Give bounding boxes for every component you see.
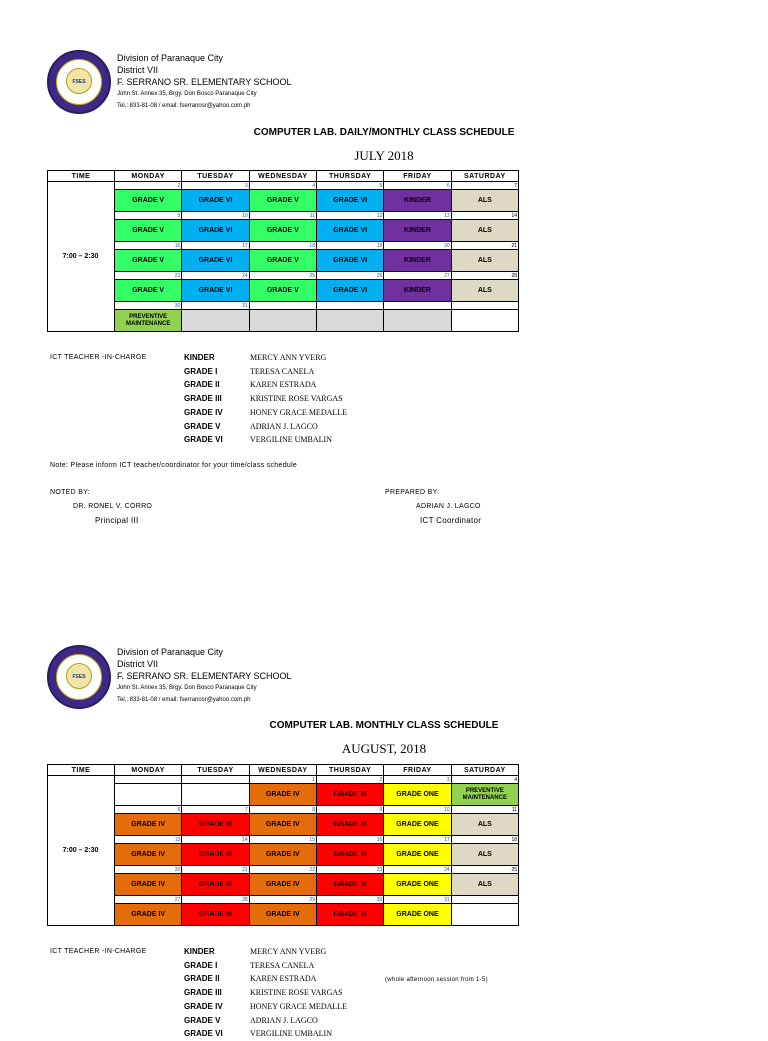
contact-text: Tel.: 833-81-08 / email: fserranosr@yahoo.com.ph (117, 697, 251, 703)
date-cell: 7 (182, 806, 249, 814)
class-cell: GRADE IV (115, 844, 182, 866)
day-header: THURSDAY (316, 765, 383, 776)
class-cell: GRADE IV (115, 814, 182, 836)
date-cell: 15 (249, 836, 316, 844)
teacher-grade: GRADE IV (184, 1001, 223, 1011)
teacher-name: KRISTINE ROSE VARGAS (250, 988, 343, 998)
contact-text: Tel.: 833-81-08 / email: fserranosr@yahoo.com.ph (117, 103, 251, 109)
teacher-name: KRISTINE ROSE VARGAS (250, 394, 343, 404)
class-cell: ALS (451, 814, 518, 836)
date-cell: 12 (316, 212, 383, 220)
prepared-by-name: ADRIAN J. LAGCO (416, 503, 481, 510)
class-cell: GRADE ONE (384, 844, 451, 866)
date-cell: 5 (316, 182, 383, 190)
class-cell: GRADE III (182, 904, 249, 926)
afternoon-session-note: (whole afternoon session from 1-5) (385, 977, 488, 983)
noted-by-name: DR. RONEL V. CORRO (73, 503, 153, 510)
class-cell: ALS (451, 220, 518, 242)
teacher-name: MERCY ANN YVERG (250, 353, 327, 362)
class-cell (384, 310, 451, 332)
class-cell: ALS (451, 280, 518, 302)
school-seal-icon: FSES (47, 645, 111, 709)
date-cell: 21 (182, 866, 249, 874)
date-cell: 18 (249, 242, 316, 250)
date-cell (182, 776, 249, 784)
date-cell: 7 (451, 182, 518, 190)
day-header: THURSDAY (316, 171, 383, 182)
day-header: TIME (48, 171, 115, 182)
class-cell: GRADE V (249, 220, 316, 242)
class-cell (451, 904, 518, 926)
noted-by-position: Principal III (95, 516, 139, 525)
teacher-grade: GRADE IV (184, 407, 223, 417)
class-cell: GRADE ONE (384, 814, 451, 836)
class-cell: GRADE V (115, 250, 182, 272)
class-cell (249, 310, 316, 332)
class-cell (182, 784, 249, 806)
teacher-name: TERESA CANELA (250, 960, 315, 970)
class-cell: GRADE III (316, 874, 383, 896)
teacher-list (184, 351, 347, 447)
teacher-name: VERGILINE UMBALIN (250, 435, 332, 445)
division-text: Division of Paranaque City (117, 53, 224, 63)
schedule-table (47, 170, 519, 332)
date-cell: 27 (115, 896, 182, 904)
teacher-grade: GRADE III (184, 988, 222, 998)
day-header: SATURDAY (451, 765, 518, 776)
date-cell: 2 (316, 776, 383, 784)
division-text: Division of Paranaque City (117, 647, 224, 657)
class-cell: GRADE IV (115, 904, 182, 926)
class-cell: GRADE III (316, 814, 383, 836)
prepared-by-label: PREPARED BY: (385, 489, 440, 496)
date-cell: 28 (182, 896, 249, 904)
date-cell: 16 (115, 242, 182, 250)
date-cell: 4 (249, 182, 316, 190)
class-cell: GRADE ONE (384, 904, 451, 926)
date-cell: 25 (249, 272, 316, 280)
class-cell: GRADE V (115, 220, 182, 242)
date-cell: 21 (451, 242, 518, 250)
district-text: District VII (117, 659, 159, 669)
class-cell: GRADE ONE (384, 874, 451, 896)
day-header: TUESDAY (182, 171, 249, 182)
day-header: MONDAY (115, 171, 182, 182)
teacher-name: ADRIAN J. LAGCO (250, 1015, 318, 1025)
date-cell: 3 (384, 776, 451, 784)
date-cell: 18 (451, 836, 518, 844)
date-cell: 30 (115, 302, 182, 310)
class-cell: GRADE V (115, 190, 182, 212)
teacher-name: HONEY GRACE MEDALLE (250, 1001, 348, 1011)
school-header (117, 52, 292, 112)
class-cell: GRADE V (249, 190, 316, 212)
class-cell: GRADE VI (182, 280, 249, 302)
date-cell: 14 (451, 212, 518, 220)
date-cell: 23 (115, 272, 182, 280)
page-title: COMPUTER LAB. DAILY/MONTHLY CLASS SCHEDULE (253, 127, 515, 138)
teacher-row (184, 433, 347, 447)
teacher-row (184, 351, 347, 365)
class-cell: GRADE III (182, 874, 249, 896)
class-cell: KINDER (384, 220, 451, 242)
day-header: SATURDAY (451, 171, 518, 182)
teacher-name: HONEY GRACE MEDALLE (250, 407, 348, 417)
class-cell (182, 310, 249, 332)
class-cell: GRADE VI (182, 250, 249, 272)
class-cell: ALS (451, 250, 518, 272)
month-title: JULY 2018 (354, 148, 414, 163)
class-cell: GRADE IV (249, 904, 316, 926)
class-cell: GRADE III (182, 814, 249, 836)
class-cell: GRADE IV (249, 874, 316, 896)
class-cell: GRADE V (115, 280, 182, 302)
teacher-grade: KINDER (184, 947, 215, 956)
teacher-name: KAREN ESTRADA (250, 380, 317, 390)
date-cell: 9 (115, 212, 182, 220)
class-cell: GRADE IV (249, 784, 316, 806)
date-cell: 10 (182, 212, 249, 220)
teacher-row (184, 365, 347, 379)
school-header (117, 646, 292, 706)
class-cell: GRADE VI (316, 250, 383, 272)
day-header: WEDNESDAY (249, 171, 316, 182)
day-header: WEDNESDAY (249, 765, 316, 776)
date-cell: 24 (182, 272, 249, 280)
date-cell: 29 (249, 896, 316, 904)
class-cell: PREVENTIVE MAINTENANCE (115, 310, 182, 332)
date-cell: 10 (384, 806, 451, 814)
class-cell: GRADE VI (182, 220, 249, 242)
teacher-row (184, 1000, 347, 1014)
date-cell: 17 (384, 836, 451, 844)
class-cell: GRADE III (316, 784, 383, 806)
teacher-grade: KINDER (184, 353, 215, 362)
class-cell: GRADE IV (249, 844, 316, 866)
date-cell (316, 302, 383, 310)
date-cell: 19 (316, 242, 383, 250)
teacher-grade: GRADE VI (184, 435, 223, 445)
teacher-row (184, 959, 347, 973)
date-cell (384, 302, 451, 310)
date-cell (451, 896, 518, 904)
date-cell: 4 (451, 776, 518, 784)
day-header: MONDAY (115, 765, 182, 776)
teacher-list (184, 945, 347, 1041)
day-header: FRIDAY (384, 171, 451, 182)
date-cell (115, 776, 182, 784)
class-cell: GRADE VI (182, 190, 249, 212)
date-cell: 20 (115, 866, 182, 874)
teacher-name: TERESA CANELA (250, 366, 315, 376)
noted-by-label: NOTED BY: (50, 489, 91, 496)
date-cell: 11 (249, 212, 316, 220)
teacher-grade: GRADE V (184, 421, 221, 431)
date-cell: 22 (249, 866, 316, 874)
class-cell: GRADE III (316, 904, 383, 926)
date-cell: 27 (384, 272, 451, 280)
date-cell: 14 (182, 836, 249, 844)
teacher-row (184, 392, 347, 406)
date-cell: 2 (115, 182, 182, 190)
date-cell: 20 (384, 242, 451, 250)
teacher-row (184, 420, 347, 434)
teacher-row (184, 406, 347, 420)
teacher-row (184, 1014, 347, 1028)
ict-label: ICT TEACHER -IN-CHARGE (50, 948, 147, 955)
time-slot: 7:00 – 2:30 (48, 182, 115, 332)
class-cell: GRADE V (249, 250, 316, 272)
class-cell: ALS (451, 844, 518, 866)
schedule-table (47, 764, 519, 926)
date-cell: 13 (384, 212, 451, 220)
date-cell: 8 (249, 806, 316, 814)
teacher-grade: GRADE II (184, 974, 220, 984)
school-seal-icon: FSES (47, 50, 111, 114)
teacher-name: MERCY ANN YVERG (250, 947, 327, 956)
date-cell: 30 (316, 896, 383, 904)
class-cell: GRADE ONE (384, 784, 451, 806)
month-title: AUGUST, 2018 (341, 741, 427, 756)
date-cell: 23 (316, 866, 383, 874)
ict-label: ICT TEACHER -IN-CHARGE (50, 354, 147, 361)
class-cell: GRADE VI (316, 220, 383, 242)
date-cell (451, 302, 518, 310)
date-cell: 16 (316, 836, 383, 844)
date-cell: 26 (316, 272, 383, 280)
school-name: F. SERRANO SR. ELEMENTARY SCHOOL (117, 671, 292, 681)
class-cell: GRADE IV (115, 874, 182, 896)
teacher-grade: GRADE III (184, 394, 222, 404)
class-cell: ALS (451, 190, 518, 212)
class-cell: ALS (451, 874, 518, 896)
class-cell: GRADE VI (316, 190, 383, 212)
day-header: TIME (48, 765, 115, 776)
date-cell: 11 (451, 806, 518, 814)
teacher-name: VERGILINE UMBALIN (250, 1029, 332, 1039)
date-cell: 6 (384, 182, 451, 190)
teacher-grade: GRADE V (184, 1015, 221, 1025)
date-cell: 31 (182, 302, 249, 310)
date-cell: 13 (115, 836, 182, 844)
date-cell (249, 302, 316, 310)
day-header: TUESDAY (182, 765, 249, 776)
class-cell: PREVENTIVE MAINTENANCE (451, 784, 518, 806)
teacher-grade: GRADE I (184, 960, 218, 970)
date-cell: 3 (182, 182, 249, 190)
teacher-row (184, 986, 347, 1000)
teacher-row (184, 378, 347, 392)
class-cell: KINDER (384, 280, 451, 302)
teacher-row (184, 972, 347, 986)
class-cell: GRADE III (182, 844, 249, 866)
class-cell: GRADE IV (249, 814, 316, 836)
teacher-row (184, 945, 347, 959)
class-cell: GRADE III (316, 844, 383, 866)
teacher-grade: GRADE II (184, 380, 220, 390)
district-text: District VII (117, 65, 159, 75)
school-name: F. SERRANO SR. ELEMENTARY SCHOOL (117, 77, 292, 87)
teacher-grade: GRADE I (184, 366, 218, 376)
date-cell: 25 (451, 866, 518, 874)
class-cell: KINDER (384, 190, 451, 212)
time-slot: 7:00 – 2:30 (48, 776, 115, 926)
date-cell: 6 (115, 806, 182, 814)
teacher-grade: GRADE VI (184, 1029, 223, 1039)
teacher-name: KAREN ESTRADA (250, 974, 317, 984)
date-cell: 24 (384, 866, 451, 874)
date-cell: 9 (316, 806, 383, 814)
schedule-note: Note: Please inform ICT teacher/coordinator for your time/class schedule (50, 462, 298, 469)
date-cell: 17 (182, 242, 249, 250)
teacher-row (184, 1027, 347, 1041)
date-cell: 31 (384, 896, 451, 904)
address-text: John St. Annex 35, Brgy. Don Bosco Paranaque City (117, 685, 257, 691)
teacher-name: ADRIAN J. LAGCO (250, 421, 318, 431)
day-header: FRIDAY (384, 765, 451, 776)
date-cell: 1 (249, 776, 316, 784)
date-cell: 28 (451, 272, 518, 280)
class-cell: KINDER (384, 250, 451, 272)
class-cell: GRADE V (249, 280, 316, 302)
address-text: John St. Annex 35, Brgy. Don Bosco Paranaque City (117, 91, 257, 97)
page-title: COMPUTER LAB. MONTHLY CLASS SCHEDULE (269, 720, 499, 731)
class-cell (316, 310, 383, 332)
class-cell: GRADE VI (316, 280, 383, 302)
prepared-by-position: ICT Coordinator (420, 516, 482, 525)
class-cell (451, 310, 518, 332)
class-cell (115, 784, 182, 806)
